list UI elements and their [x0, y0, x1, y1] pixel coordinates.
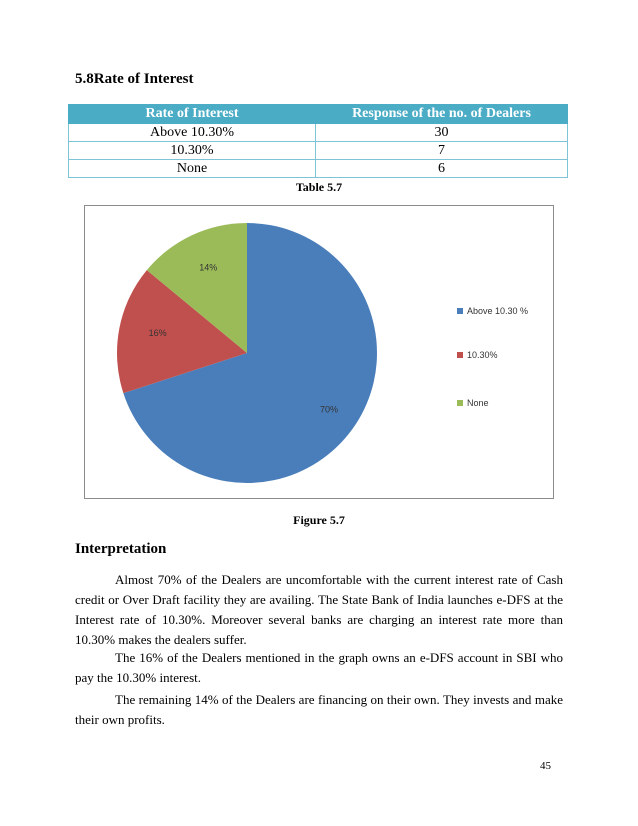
legend-swatch [457, 400, 463, 406]
interpretation-paragraph: Almost 70% of the Dealers are uncomfortable with the current interest rate of Cash credit or Over Draft facility they are availing. The State Bank of India launches e-DFS at the Interest rate of 10.30%. Moreover several banks are charging an interest rate more than 10.30% makes the dealers suffer. [75, 572, 563, 647]
pie-slice-label: 14% [199, 262, 218, 273]
table-cell: Above 10.30% [69, 124, 316, 142]
table-cell: 7 [316, 142, 568, 160]
table-cell: 30 [316, 124, 568, 142]
table-row [69, 124, 568, 142]
interpretation-paragraph: The remaining 14% of the Dealers are financing on their own. They invests and make their own profits. [75, 692, 563, 727]
legend-item [457, 398, 489, 408]
section-title: 5.8Rate of Interest [75, 71, 194, 87]
legend-swatch [457, 352, 463, 358]
legend-label: Above 10.30 % [467, 306, 529, 316]
legend-label: 10.30% [467, 350, 498, 360]
legend-item [457, 306, 528, 316]
legend-label: None [467, 398, 489, 408]
table-row [69, 160, 568, 178]
pie-slice-label: 70% [320, 404, 339, 415]
table-cell: None [69, 160, 316, 178]
table-cell: 10.30% [69, 142, 316, 160]
interpretation-paragraph: The 16% of the Dealers mentioned in the graph owns an e-DFS account in SBI who pay the 10.30% interest. [75, 650, 563, 685]
table-cell: 6 [316, 160, 568, 178]
interpretation-heading: Interpretation [75, 541, 167, 557]
interest-rate-table [68, 104, 568, 178]
page-number: 45 [540, 760, 551, 772]
legend-item [457, 350, 498, 360]
table-header-cell: Response of the no. of Dealers [316, 105, 568, 124]
pie-chart [84, 205, 554, 499]
table-header-cell: Rate of Interest [69, 105, 316, 124]
table-caption: Table 5.7 [295, 180, 343, 194]
table-header-row [69, 105, 568, 124]
pie-slice-label: 16% [148, 327, 167, 338]
table-row [69, 142, 568, 160]
legend-swatch [457, 308, 463, 314]
figure-caption: Figure 5.7 [293, 513, 345, 527]
